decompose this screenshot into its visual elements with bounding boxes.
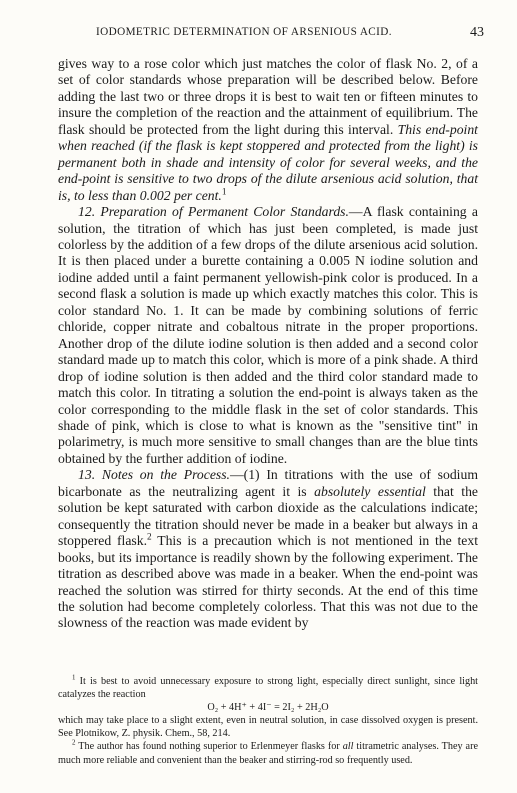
running-header bbox=[0, 26, 517, 42]
page-number: 43 bbox=[470, 25, 484, 40]
footnote-1: $^1$ It is best to avoid unnecessary exposure to strong light, especially direct sunlight, since light catalyzes the reaction bbox=[58, 674, 478, 701]
footnote-mark-1: 1 bbox=[72, 674, 76, 682]
section-heading-13: 13. Notes on the Process. bbox=[78, 467, 230, 483]
reaction-equation: O₂ + 4H⁺ + 4I⁻ = 2I₂ + 2H₂O bbox=[207, 702, 329, 714]
footnote-2: $^2$ The author has found nothing superior to Erlenmeyer flasks for all titrametric analyses. They are much more reliable and convenient than the beaker and stirring-rod so frequently used. bbox=[58, 740, 478, 766]
paragraph-color-standards: 12. Preparation of Permanent Color Standards.—A flask containing a solution, the titration of which has just been completed, is made just colorless by the addition of a few drops of the dilute arsenious acid solution. It is then placed under a burette containing a 0.005 N iodine solution and iodine added until a faint permanent yellowish-pink color is produced. In a second flask a solution is made up which exactly matches this color. This is color standard No. 1. It can be made by combining solutions of ferric chloride, copper nitrate and cobaltous nitrate in the proper proportions. Another drop of the dilute iodine solution is then added and a second color standard made up to match this color, which is more of a pink shade. A third drop of iodine solution is then added and the third color standard made to match this color. In titrating a solution the end-point is always taken as the color corresponding to the middle flask in the set of color standards. This shade of pink, which is close to what is known as the "sensitive tint" in polarimetry, is much more sensitive to small changes than are the blue tints obtained by the further addition of iodine. bbox=[58, 204, 478, 466]
section-heading-12: 12. Preparation of Permanent Color Standards. bbox=[78, 204, 349, 220]
paragraph-notes: 13. Notes on the Process.—(1) In titrations with the use of sodium bicarbonate as the neutralizing agent it is absolutely essential that the solution be kept saturated with carbon dioxide as the calculations indicate; consequently the titration should never be made in a beaker but always in a stoppered flask.$^2$ This is a precaution which is not mentioned in the text books, but its importance is readily shown by the following experiment. The titration as described above was made in a beaker. When the end-point was reached the solution was stirred for thirty seconds. At the end of this time the solution had become completely colorless. That this was not due to the slowness of the reaction was made evident by bbox=[58, 467, 479, 631]
body-text bbox=[58, 56, 478, 632]
paragraph-endpoint: gives way to a rose color which just matches the color of flask No. 2, of a set of color standards whose preparation will be described below. Before adding the last two or three drops it is best to wait ten or fifteen minutes to insure the completion of the reaction and the attainment of equilibrium. The flask should be protected from the light during this interval. This end-point when reached (if the flask is kept stoppered and protected from the light) is permanent both in shade and intensity of color for several weeks, and the end-point is sensitive to two drops of the dilute arsenious acid solution, that is, to less than 0.002 per cent.$^1$ bbox=[58, 56, 478, 203]
emphasis-absolutely-essential: absolutely essential bbox=[314, 483, 426, 499]
footnote-mark-2: 2 bbox=[72, 740, 76, 748]
footnotes bbox=[58, 675, 478, 767]
footnote-ref-2: 2 bbox=[147, 532, 152, 543]
endpoint-note-italic: This end-point when reached (if the flask is kept stoppered and protected from the light) is permanent both in shade and intensity of color for several weeks, and the end-point is sensitive to two drops of the dilute arsenious acid solution, that is, to less than 0.002 per cent. bbox=[58, 121, 478, 203]
running-title: IODOMETRIC DETERMINATION OF ARSENIOUS ACID. bbox=[96, 26, 392, 38]
footnote-1-continued: which may take place to a slight extent, even in neutral solution, in case dissolved oxygen is present. See Plotnikow, Z. physik. Chem., 58, 214. bbox=[58, 715, 478, 740]
footnote-ref-1: 1 bbox=[221, 187, 227, 198]
